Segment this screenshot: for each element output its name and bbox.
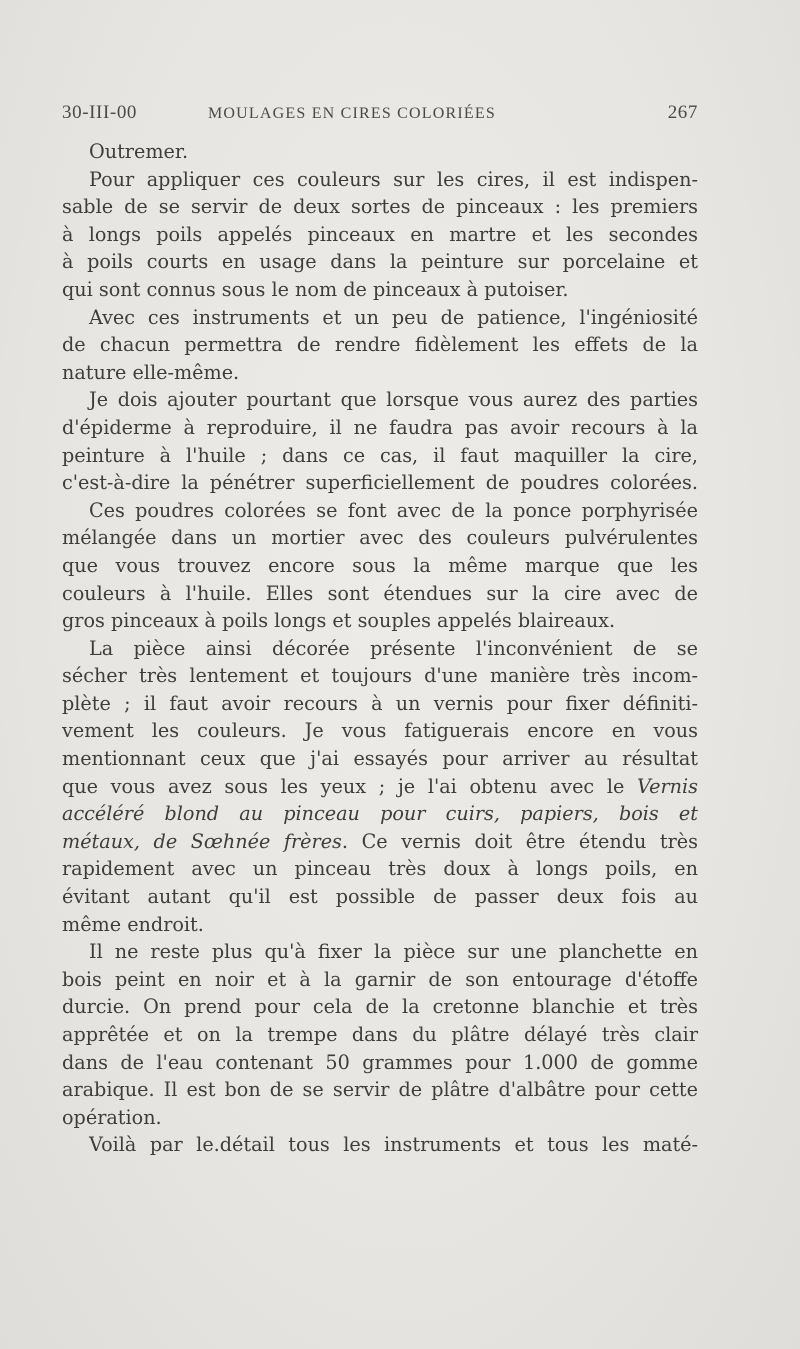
text-line [62, 911, 698, 939]
text-line [62, 635, 698, 663]
text-line [62, 276, 698, 304]
text-line [62, 938, 698, 966]
line-text: durcie. On prend pour cela de la cretonne blanchie et très [62, 995, 698, 1019]
line-text: sable de se servir de deux sortes de pinceaux : les premiers [62, 195, 698, 219]
line-text: Voilà par le.détail tous les instruments et tous les maté- [89, 1133, 698, 1157]
text-line [62, 1049, 698, 1077]
line-text: de chacun permettra de rendre fidèlement les effets de la [62, 333, 698, 357]
page-number: 267 [667, 102, 698, 123]
line-text: que vous trouvez encore sous la même marque que les [62, 553, 698, 577]
line-text: rapidement avec un pinceau très doux à longs poils, en [62, 857, 698, 881]
text-line [62, 304, 698, 332]
text-line [62, 1021, 698, 1049]
line-text: évitant autant qu'il est possible de passer deux fois au [62, 885, 698, 909]
line-text: mélangée dans un mortier avec des couleurs pulvérulentes [62, 526, 698, 550]
line-text: Pour appliquer ces couleurs sur les cires, il est indispen- [89, 167, 698, 191]
text-line [62, 966, 698, 994]
text-line [62, 993, 698, 1021]
line-text: peinture à l'huile ; dans ce cas, il faut maquiller la cire, [62, 443, 698, 467]
text-line [62, 828, 698, 856]
italic-text: métaux, de Sœhnée frères [62, 829, 342, 853]
line-text: Ces poudres colorées se font avec de la ponce porphyrisée [89, 498, 698, 522]
line-text: mentionnant ceux que j'ai essayés pour arriver au résultat [62, 747, 698, 771]
line-text: vement les couleurs. Je vous fatiguerais encore en vous [62, 719, 698, 743]
text-line [62, 745, 698, 773]
text-line [62, 331, 698, 359]
line-text: arabique. Il est bon de se servir de plâtre d'albâtre pour cette [62, 1078, 698, 1102]
line-text: dans de l'eau contenant 50 grammes pour 1.000 de gomme [62, 1050, 698, 1074]
line-text: Avec ces instruments et un peu de patience, l'ingéniosité [89, 305, 698, 329]
text-line [62, 1131, 698, 1159]
text-line [62, 883, 698, 911]
line-text: couleurs à l'huile. Elles sont étendues sur la cire avec de [62, 581, 698, 605]
line-text: gros pinceaux à poils longs et souples appelés blaireaux. [62, 609, 616, 633]
line-text: La pièce ainsi décorée présente l'inconvénient de se [89, 636, 698, 660]
text-line [62, 1076, 698, 1104]
text-line [62, 524, 698, 552]
text-line [62, 690, 698, 718]
text-line [62, 386, 698, 414]
line-text: qui sont connus sous le nom de pinceaux à putoiser. [62, 277, 569, 301]
body-text [62, 138, 698, 1159]
line-text: Je dois ajouter pourtant que lorsque vous aurez des parties [89, 388, 698, 412]
header-title: MOULAGES EN CIRES COLORIÉES [208, 105, 496, 122]
line-text: même endroit. [62, 912, 204, 936]
line-text: c'est-à-dire la pénétrer superficiellement de poudres colorées. [62, 471, 698, 495]
text-line [62, 248, 698, 276]
line-text: Outremer. [89, 140, 189, 163]
text-line [62, 800, 698, 828]
line-text: . Ce vernis doit être étendu très [341, 829, 698, 853]
line-text: à poils courts en usage dans la peinture sur porcelaine et [62, 250, 698, 274]
line-text: nature elle-même. [62, 360, 240, 384]
text-line [62, 497, 698, 525]
text-line [62, 414, 698, 442]
text-line [62, 1104, 698, 1132]
line-text: d'épiderme à reproduire, il ne faudra pas avoir recours à la [62, 415, 698, 439]
text-line [62, 607, 698, 635]
line-text: sécher très lentement et toujours d'une manière très incom- [62, 664, 698, 688]
italic-text: Vernis [637, 774, 698, 798]
header-date: 30-III-00 [62, 102, 138, 123]
text-line [62, 662, 698, 690]
line-text: Il ne reste plus qu'à fixer la pièce sur une planchette en [89, 940, 698, 964]
text-line [62, 773, 698, 801]
text-line [62, 193, 698, 221]
text-line [62, 717, 698, 745]
line-text: bois peint en noir et à la garnir de son entourage d'étoffe [62, 967, 698, 991]
text-line [62, 552, 698, 580]
line-text: plète ; il faut avoir recours à un vernis pour fixer définiti- [62, 691, 698, 715]
line-text: opération. [62, 1105, 162, 1129]
text-line [62, 166, 698, 194]
italic-text: accéléré blond au pinceau pour cuirs, papiers, bois et [62, 802, 698, 826]
text-line [62, 221, 698, 249]
text-line [62, 138, 698, 166]
text-line [62, 580, 698, 608]
line-text: à longs poils appelés pinceaux en martre et les secondes [62, 222, 698, 246]
running-header [62, 102, 698, 132]
text-line [62, 855, 698, 883]
line-text: apprêtée et on la trempe dans du plâtre délayé très clair [62, 1023, 698, 1046]
text-line [62, 359, 698, 387]
text-line [62, 442, 698, 470]
text-line [62, 469, 698, 497]
line-text: que vous avez sous les yeux ; je l'ai obtenu avec le [62, 774, 638, 798]
